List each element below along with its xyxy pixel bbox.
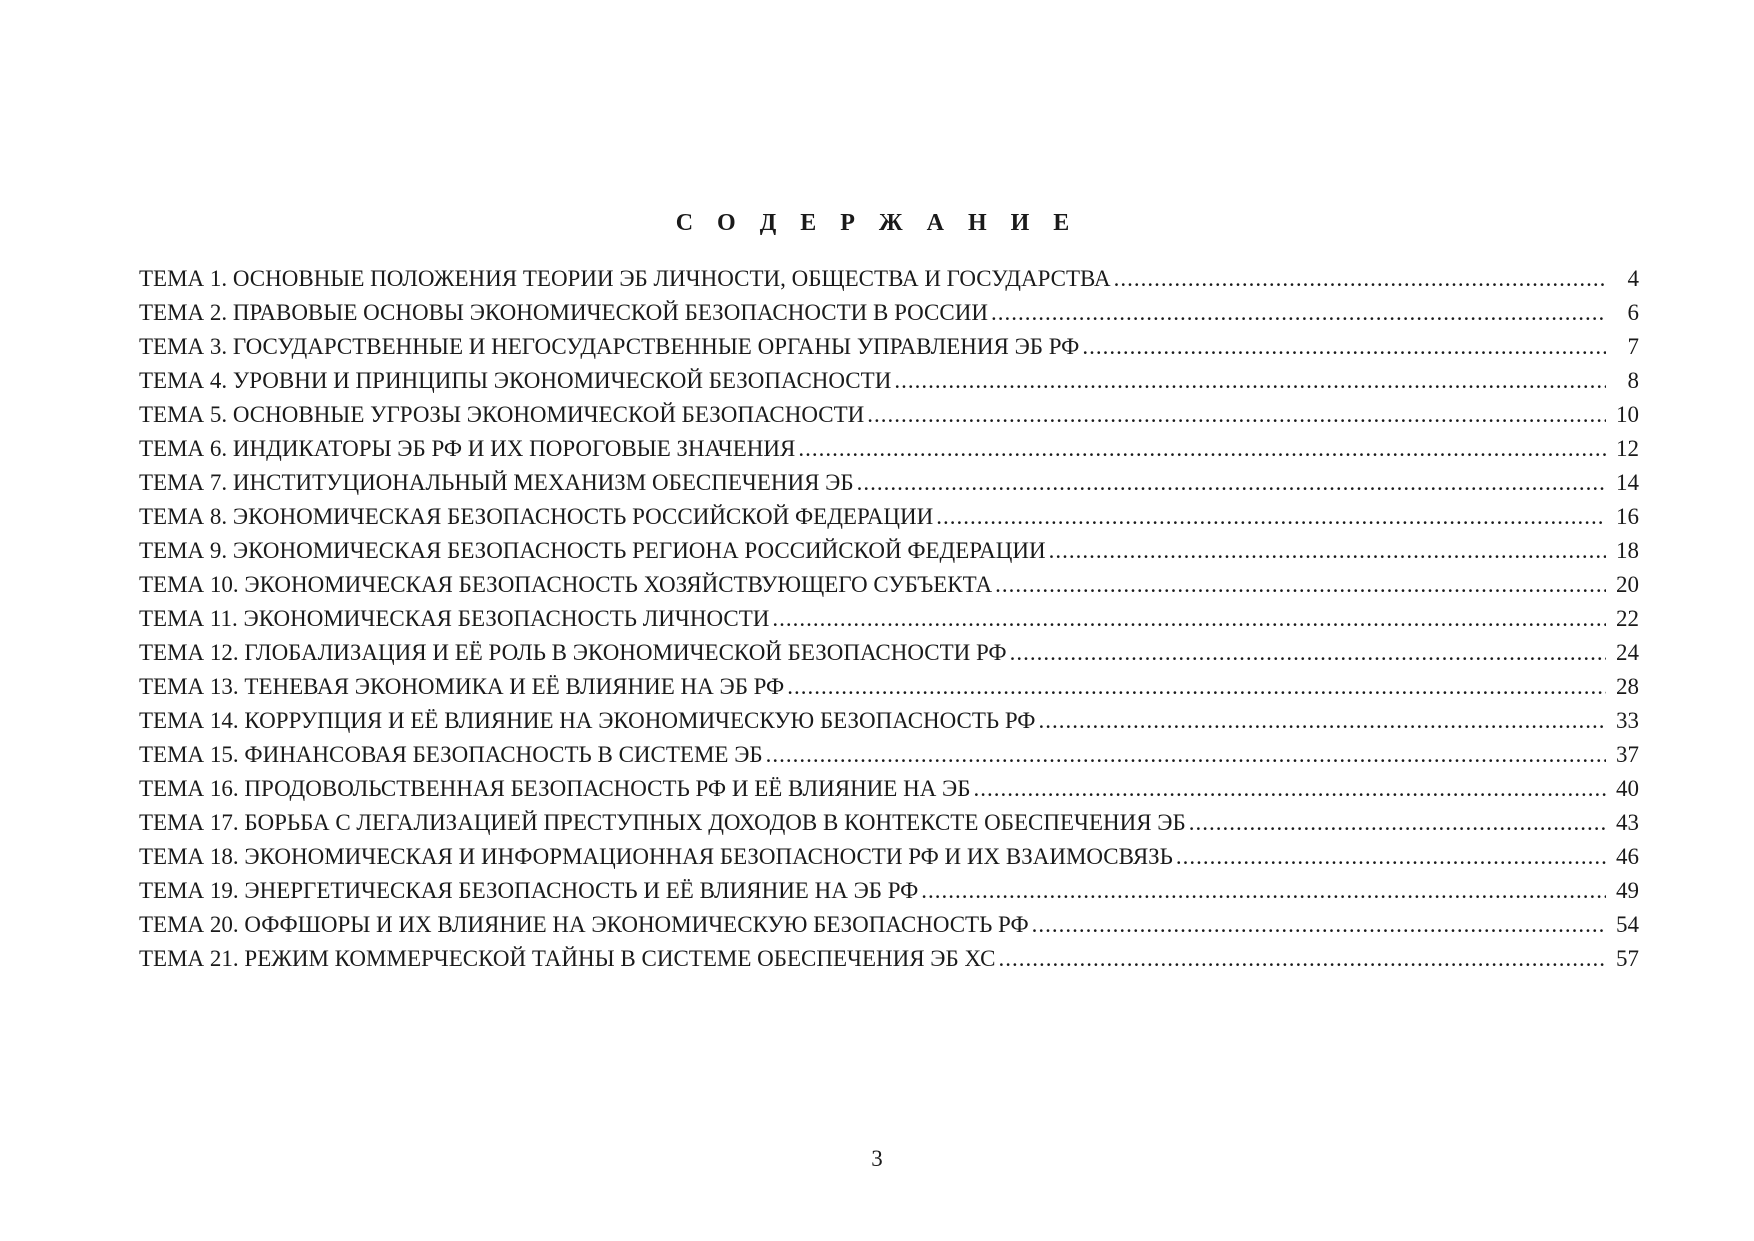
toc-entry-page: 10 <box>1616 402 1639 427</box>
toc-entry[interactable] <box>139 874 1639 908</box>
toc-dot-leader <box>772 602 1606 636</box>
toc-entry-title: ТЕМА 15. ФИНАНСОВАЯ БЕЗОПАСНОСТЬ В СИСТЕМЕ ЭБ <box>139 742 763 767</box>
toc-entry-page: 18 <box>1616 538 1639 563</box>
toc-entry[interactable] <box>139 296 1639 330</box>
toc-entry-page: 20 <box>1616 572 1639 597</box>
toc-dot-leader <box>995 568 1606 602</box>
toc-entry-page: 14 <box>1616 470 1639 495</box>
toc-entry[interactable] <box>139 602 1639 636</box>
toc-dot-leader <box>936 500 1606 534</box>
toc-entry-title: ТЕМА 6. ИНДИКАТОРЫ ЭБ РФ И ИХ ПОРОГОВЫЕ ЗНАЧЕНИЯ <box>139 436 796 461</box>
toc-entry-page: 33 <box>1616 708 1639 733</box>
toc-entry[interactable] <box>139 330 1639 364</box>
toc-entry[interactable] <box>139 806 1639 840</box>
toc-dot-leader <box>1114 262 1606 296</box>
toc-entry[interactable] <box>139 942 1639 976</box>
toc-dot-leader <box>1049 534 1606 568</box>
page-number: 3 <box>871 1146 883 1171</box>
toc-entry-title: ТЕМА 20. ОФФШОРЫ И ИХ ВЛИЯНИЕ НА ЭКОНОМИЧЕСКУЮ БЕЗОПАСНОСТЬ РФ <box>139 912 1029 937</box>
toc-entry-title: ТЕМА 21. РЕЖИМ КОММЕРЧЕСКОЙ ТАЙНЫ В СИСТЕМЕ ОБЕСПЕЧЕНИЯ ЭБ ХС <box>139 946 996 971</box>
toc-dot-leader <box>798 432 1606 466</box>
toc-entry[interactable] <box>139 466 1639 500</box>
toc-entry-page: 40 <box>1616 776 1639 801</box>
toc-entry-page: 16 <box>1616 504 1639 529</box>
toc-entry[interactable] <box>139 704 1639 738</box>
toc-entry[interactable] <box>139 738 1639 772</box>
toc-entry[interactable] <box>139 772 1639 806</box>
toc-title: С О Д Е Р Ж А Н И Е <box>675 210 1079 236</box>
toc-entry-page: 7 <box>1627 334 1639 359</box>
toc-entry-page: 57 <box>1616 946 1639 971</box>
toc-entry-page: 22 <box>1616 606 1639 631</box>
toc-entry-title: ТЕМА 13. ТЕНЕВАЯ ЭКОНОМИКА И ЕЁ ВЛИЯНИЕ НА ЭБ РФ <box>139 674 785 699</box>
toc-entry-title: ТЕМА 7. ИНСТИТУЦИОНАЛЬНЫЙ МЕХАНИЗМ ОБЕСПЕЧЕНИЯ ЭБ <box>139 470 854 495</box>
toc-dot-leader <box>1189 806 1606 840</box>
toc-dot-leader <box>973 772 1606 806</box>
toc-dot-leader <box>999 942 1606 976</box>
toc-entry-title: ТЕМА 11. ЭКОНОМИЧЕСКАЯ БЕЗОПАСНОСТЬ ЛИЧНОСТИ <box>139 606 770 631</box>
toc-dot-leader <box>1082 330 1606 364</box>
toc-entry[interactable] <box>139 364 1639 398</box>
toc-entry[interactable] <box>139 908 1639 942</box>
toc-entry-title: ТЕМА 18. ЭКОНОМИЧЕСКАЯ И ИНФОРМАЦИОННАЯ БЕЗОПАСНОСТИ РФ И ИХ ВЗАИМОСВЯЗЬ <box>139 844 1173 869</box>
toc-dot-leader <box>894 364 1606 398</box>
toc-dot-leader <box>991 296 1606 330</box>
toc-dot-leader <box>867 398 1606 432</box>
toc-entry-title: ТЕМА 12. ГЛОБАЛИЗАЦИЯ И ЕЁ РОЛЬ В ЭКОНОМИЧЕСКОЙ БЕЗОПАСНОСТИ РФ <box>139 640 1007 665</box>
toc-entry-title: ТЕМА 17. БОРЬБА С ЛЕГАЛИЗАЦИЕЙ ПРЕСТУПНЫХ ДОХОДОВ В КОНТЕКСТЕ ОБЕСПЕЧЕНИЯ ЭБ <box>139 810 1186 835</box>
toc-entry-page: 43 <box>1616 810 1639 835</box>
toc-entry-title: ТЕМА 3. ГОСУДАРСТВЕННЫЕ И НЕГОСУДАРСТВЕННЫЕ ОРГАНЫ УПРАВЛЕНИЯ ЭБ РФ <box>139 334 1080 359</box>
toc-entry-page: 54 <box>1616 912 1639 937</box>
toc-entry-title: ТЕМА 9. ЭКОНОМИЧЕСКАЯ БЕЗОПАСНОСТЬ РЕГИОНА РОССИЙСКОЙ ФЕДЕРАЦИИ <box>139 538 1046 563</box>
toc-entry-title: ТЕМА 1. ОСНОВНЫЕ ПОЛОЖЕНИЯ ТЕОРИИ ЭБ ЛИЧНОСТИ, ОБЩЕСТВА И ГОСУДАРСТВА <box>139 266 1111 291</box>
toc-dot-leader <box>1010 636 1606 670</box>
toc-entry[interactable] <box>139 534 1639 568</box>
toc-entry-title: ТЕМА 2. ПРАВОВЫЕ ОСНОВЫ ЭКОНОМИЧЕСКОЙ БЕЗОПАСНОСТИ В РОССИИ <box>139 300 988 325</box>
toc-entry[interactable] <box>139 568 1639 602</box>
toc-dot-leader <box>857 466 1606 500</box>
toc-entry[interactable] <box>139 432 1639 466</box>
toc-entry-page: 46 <box>1616 844 1639 869</box>
toc-dot-leader <box>766 738 1606 772</box>
toc-entry-page: 37 <box>1616 742 1639 767</box>
toc-entry-title: ТЕМА 4. УРОВНИ И ПРИНЦИПЫ ЭКОНОМИЧЕСКОЙ БЕЗОПАСНОСТИ <box>139 368 892 393</box>
toc-entry-page: 8 <box>1627 368 1639 393</box>
toc-entry-title: ТЕМА 8. ЭКОНОМИЧЕСКАЯ БЕЗОПАСНОСТЬ РОССИЙСКОЙ ФЕДЕРАЦИИ <box>139 504 934 529</box>
toc-entry[interactable] <box>139 500 1639 534</box>
toc-dot-leader <box>921 874 1606 908</box>
toc-entry-page: 49 <box>1616 878 1639 903</box>
toc-dot-leader <box>1032 908 1606 942</box>
toc-dot-leader <box>1038 704 1606 738</box>
toc-entry[interactable] <box>139 636 1639 670</box>
toc-entry[interactable] <box>139 262 1639 296</box>
toc-entry[interactable] <box>139 670 1639 704</box>
toc-entry-title: ТЕМА 5. ОСНОВНЫЕ УГРОЗЫ ЭКОНОМИЧЕСКОЙ БЕЗОПАСНОСТИ <box>139 402 865 427</box>
toc-entry-title: ТЕМА 10. ЭКОНОМИЧЕСКАЯ БЕЗОПАСНОСТЬ ХОЗЯЙСТВУЮЩЕГО СУБЪЕКТА <box>139 572 993 597</box>
toc-dot-leader <box>787 670 1606 704</box>
toc-entry-title: ТЕМА 16. ПРОДОВОЛЬСТВЕННАЯ БЕЗОПАСНОСТЬ РФ И ЕЁ ВЛИЯНИЕ НА ЭБ <box>139 776 971 801</box>
toc-entry-page: 6 <box>1627 300 1639 325</box>
toc-entry-title: ТЕМА 19. ЭНЕРГЕТИЧЕСКАЯ БЕЗОПАСНОСТЬ И ЕЁ ВЛИЯНИЕ НА ЭБ РФ <box>139 878 919 903</box>
toc-entry[interactable] <box>139 840 1639 874</box>
toc-dot-leader <box>1176 840 1606 874</box>
table-of-contents <box>139 262 1639 976</box>
toc-entry[interactable] <box>139 398 1639 432</box>
toc-entry-title: ТЕМА 14. КОРРУПЦИЯ И ЕЁ ВЛИЯНИЕ НА ЭКОНОМИЧЕСКУЮ БЕЗОПАСНОСТЬ РФ <box>139 708 1036 733</box>
toc-entry-page: 28 <box>1616 674 1639 699</box>
toc-entry-page: 12 <box>1616 436 1639 461</box>
toc-entry-page: 4 <box>1627 266 1639 291</box>
toc-entry-page: 24 <box>1616 640 1639 665</box>
